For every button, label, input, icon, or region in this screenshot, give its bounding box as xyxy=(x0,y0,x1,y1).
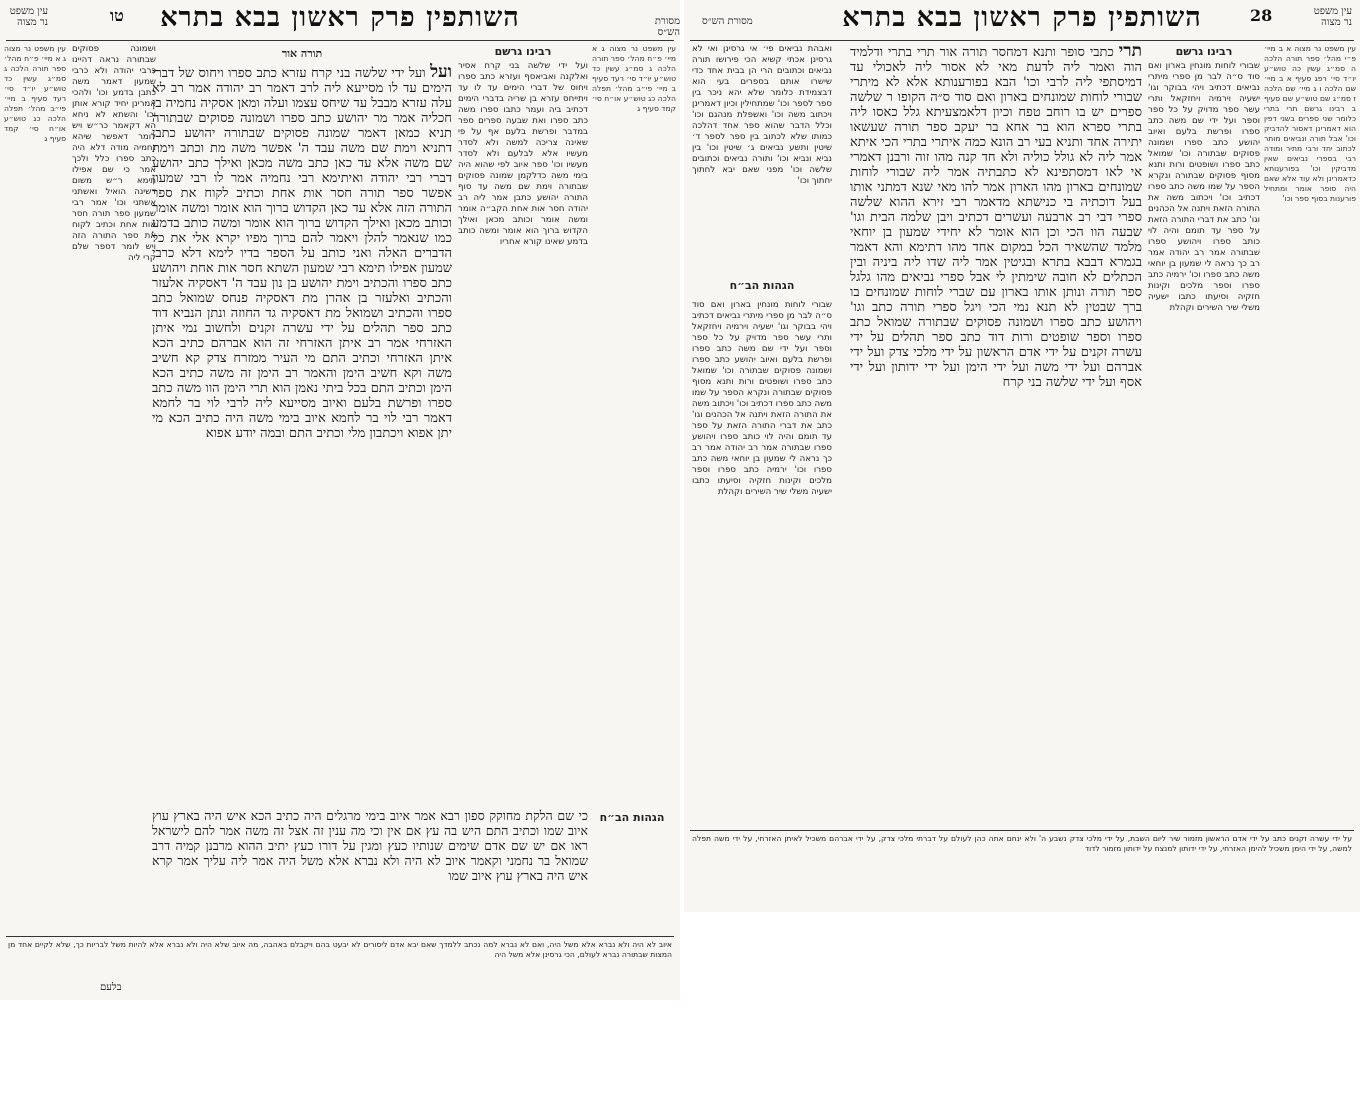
mesoret-label: מסורת הש״ס xyxy=(702,16,753,27)
rashi-inner-column: שבורי לוחות מונחין בארון ואם סוד ס״ה לבר מן ספרי מיתרי נביאים דכתיב ויהי בבוקר וגו' ישעיה וירמיה ויחזקאל ותרי עשר ספר מדויק על כל ספר וספר ועל ידי שם משה כתב ספרו ופרשת בלעם ואיוב יהושע כתב ספרו ושמונה פסוקים שבתורה וכו' שמואל כתב ספרו ושופטים ורות ותנא מסוף פסוקים שבתורה ונקרא הספר על שמו משה כתב ספרו דכתיב וכו' ויכתוב משה את התורה הזאת ויתנה אל הכהנים וגו' כתב את דברי התורה הזאת על ספר עד תומם והיה לוי כותב ספרו ויהושע ספרו שבתורה אמר רב יהודה אמר רב כך נראה לי שמעון בן יוחאי משה כתב ספרו וכו' ירמיה כתב ספרו וספר מלכים וקינות חזקיה וסיעתו כתבו ישעיה משלי שיר השירים וקהלת xyxy=(692,300,832,497)
hagahot-header: הגהות הב״ח xyxy=(729,279,795,292)
tosafot-column: ושמונה פסוקים שבתורה נראה דהיינו כרבי יהודה ולא כרבי שמעון דאמר משה כתבן בדמע וכו' ולהכי אמרינן יחיד קורא אותן וכו' והשתא לא ניחא הא דקאמר כר״ש ויש לומר דאפשר שיהא נחמיה מודה דלא היה כתב ספרו כלל ולכך אמר כי שם אפילו תימא ר״ש משום דשינה הואיל ואשתני אשתני וכו' אמר רבי שמעון ספר תורה חסר אות אחת וכתיב לקוח את ספר התורה הזה ויש לומר דספר שלם קרי ליה xyxy=(72,44,156,263)
page-title: השותפין פרק ראשון בבא בתרא xyxy=(842,2,1202,33)
margin-ein-mishpat: עין משפט נר מצוה ג א מיי׳ פ״ח מהל׳ ספר תורה הלכה ג סמ״ג עשין כד טוש״ע יו״ד סי׳ רעד סעיף ב מיי׳ פי״ב מהל׳ תפלה הלכה כג טוש״ע או״ח סי׳ קמד סעיף ג xyxy=(4,44,66,143)
catchword: בלעם xyxy=(100,982,122,993)
gemara-main-text: תרי כתבי סופר ותנא דמחסר תורה אור תרי בתרי ודלמיד הוה ואמר ליה לדעת מאי לא אסור ליה לאכולי עד דמיסתפי ליה לרבי וכו' הבא בפורענותא אלא לא מיתרי שבורי לוחות שמונחים בארון ואם סוד ס״ה הקופו ר שלשה ספרים יש בו רוחב טפח וכיון דלאמצעיתא גלל כאסו ליה בתרי ספרא הוא בר אחא בר יעקב ספר תורה שעשאו יתירה אחד ותניא בעי רב הונא כמה איתרי בתרי הכי איתא אמר ליה לא גולל כוליה ולא חד קנה מהו זוה ורבנן דאמרי אי לאו דמסתפינא לא כתבתיה אמר ליה שבורי לוחות שמונחים בארון מהו הארון אמר להו מאי שנא דמתני אותו בעל דוכתיה בי כנישתא מדאמר רבי זירא ההוא שלשה ספרי דבי רב ארבעה ועשרים דכתיב ויבן שלמה הבית וגו' שבעה הוו הכי וכן הוא אומר לא יחידי שמעון בן יוחאי מלמד שהשאיר הכל במקום אחד מהו דתימא והא דאמר בגמרא דבבא בתרא ובגיטין אמר ליה שדו ליה ביניה ובין הכתלים לא חובה שימתין לי אבל ספרי נביאים מהו גלגל ספר תורה ונותן אותו בארון עם שברי לוחות שמונחים בו ברך שבטין לא תנא נמי הכי ויגל ספרי תורה כתב וגו' ויהושע כתב ספרו ושמונה פסוקים שבתורה שמואל כתב ספרו וספר שופטים ורות דוד כתב ספר תהלים על ידי עשרה זקנים על ידי אדם הראשון על ידי מלכי צדק ועל ידי אברהם ועל ידי משה ועל ידי הימן ועל ידי ידותון ועל ידי אסף ועל ידי שלשה בני קרח xyxy=(850,44,1142,824)
mesoret-label: מסורת הש״ס xyxy=(654,16,680,38)
torah-or-label: תורה אור xyxy=(281,47,323,60)
bottom-notes: על ידי עשרה זקנים כתב על ידי אדם הראשון מזמור שיר ליום השבת, על ידי מלכי צדק נשבע ה' ולא ינחם אתה כהן לעולם על דברתי מלכי צדק, על ידי אברהם משכיל לאיתן האזרחי, על ידי משה תפלה למשה, על ידי הימן משכיל להימן האזרחי, על ידי ידותון למנצח על ידותון מזמור לדוד xyxy=(692,834,1352,853)
rabbenu-gershom-column: רבינו גרשם ועל ידי שלשה בני קרח אסיר ואלקנה ואביאסף ועזרא כתב ספרו ויחוס של דברי הימים עד לו עד ויתייחס עזרא בן שריה בדברי הימים דכתיב ביה ועמר כתבו ספרו משה כתב ספרו ואת שבעה ספרים ספר במדבר ופרשת בלעם אף על פי שאינה צריכה למשה ולא לסדר מעשיו אלא לבלעם ולא לסדר מעשיו וכו' ספר איוב לפי שהוא היה בימי משה כדלקמן שמונה פסוקים שבתורה וימת שם משה עד סוף התורה יהושע כתבן אמר ליה רב יהודה חסר אות אחת הקב״ה אומר ומשה אומר וכותב מכאן ואילך הקדוש ברוך הוא אומר ומשה כותב בדמע שאינו קורא אחריו xyxy=(458,45,588,247)
rabbenu-gershom-column: רבינו גרשם שבורי לוחות מונחין בארון ואם סוד ס״ה לבר מן ספרי מיתרי נביאים דכתיב ויהי בבוקר וגו' ישעיה וירמיה ויחזקאל ותרי עשר ספר מדויק על כל ספר וספר ועל ידי שם משה כתב ספרו ופרשת בלעם ואיוב יהושע כתב ספרו ושמונה פסוקים שבתורה וכו' שמואל כתב ספרו ושופטים ורות ותנא מסוף פסוקים שבתורה ונקרא הספר על שמו משה כתב ספרו דכתיב וכו' ויכתוב משה את התורה הזאת ויתנה אל הכהנים וגו' כתב את דברי התורה הזאת על ספר עד תומם והיה לוי כותב ספרו ויהושע ספרו שבתורה אמר רב יהודה אמר רב כך נראה לי שמעון בן יוחאי משה כתב ספרו וכו' ירמיה כתב ספרו וספר מלכים וקינות חזקיה וסיעתו כתבו ישעיה משלי שיר השירים וקהלת xyxy=(1148,45,1260,313)
margin-mesoret: עין משפט נר מצוה ג א מיי׳ פ״ח מהל׳ ספר תורה הלכה ג סמ״ג עשין כד טוש״ע יו״ד סי׳ רעד סעיף ב מיי׳ פי״ב מהל׳ תפלה הלכה כג טוש״ע או״ח סי׳ קמד סעיף ג xyxy=(592,44,676,113)
ein-mishpat-label: עין משפט נר מצוה xyxy=(9,6,48,28)
bottom-notes: איוב לא היה ולא נברא אלא משל היה, ואם לא נברא למה נכתב ללמדך שאם יבא אדם ליסורים לא יבעט בהם ויקבלם באהבה, מה איוב שלא היה ולא נברא אלא להיות משל לבריות כך, שלא לקיים אחד מן המצות שבתורה נברא לעולם, הכי גרסינן אלא משל היה xyxy=(8,940,672,959)
right-page-header xyxy=(684,2,1360,38)
hagahot-header: הגהות הב״ח xyxy=(599,811,665,824)
page-number: טו xyxy=(110,6,124,25)
right-page xyxy=(684,0,1360,912)
gemara-main-text: תורה אור ועל ועל ידי שלשה בני קרח עזרא כתב ספרו ויחוס של דברי הימים עד לו מסייעא ליה לרב דאמר רב יהודה אמר רב לא עלה עזרא מבבל עד שיחס עצמו ועלה ומאן אסקיה נחמיה בן חכליה אמר מר יהושע כתב ספרו ושמונה פסוקים שבתורה תניא כמאן דאמר שמונה פסוקים שבתורה יהושע כתבן דתניא וימת שם משה עבד ה' אפשר משה מת וכתב וימת שם משה אלא עד כאן כתב משה מכאן ואילך כתב יהושע דברי רבי יהודה ואיתימא רבי נחמיה אמר לו רבי שמעון אפשר ספר תורה חסר אות אחת וכתיב לקוח את ספר התורה הזה אלא עד כאן הקדוש ברוך הוא אומר ומשה אומר וכותב מכאן ואילך הקדוש ברוך הוא אומר ומשה כותב בדמע כמו שנאמר להלן ויאמר להם ברוך מפיו יקרא אלי את כל הדברים האלה ואני כותב על הספר בדיו לימא דלא כרבי שמעון אפילו תימא רבי שמעון השתא חסר אות אחת ויהושע כתב ספרו והכתיב וימת יהושע בן נון עבד ה' דאסקיה אלעזר והכתיב ואלעזר בן אהרן מת דאסקיה פנחס שמואל כתב ספרו והכתיב ושמואל מת דאסקיה גד החוזה ונתן הנביא דוד כתב ספר תהלים על ידי עשרה זקנים ולחשוב נמי איתן האזרחי אמר רב איתן האזרחי זה הוא אברהם כתיב הכא איתן האזרחי וכתיב התם מי העיר ממזרח צדק קא חשיב משה וקא חשיב הימן והאמר רב הימן זה משה כתיב הכא הימן וכתיב התם בכל ביתי נאמן הוא תרי הימן הוו משה כתב ספרו ופרשת בלעם ואיוב מסייעא ליה לרבי לוי בר לחמא דאמר רבי לוי בר לחמא איוב בימי משה היה כתיב הכא מי יתן אפוא ויכתבון מלי וכתיב התם ובמה יודע אפוא xyxy=(152,47,452,441)
ein-mishpat-label: עין משפט נר מצוה xyxy=(1313,6,1352,28)
page-title: השותפין פרק ראשון בבא בתרא xyxy=(160,2,520,33)
tosafot-column: ואבהת נביאים פי׳ אי גרסינן ואי לא גרסינן אכתי קשיא הכי פירושו תורה נביאים וכתובים הרי הן בבית אחד כדי שישרו אותם בספרים בעי הוא דבצמידת כלומר שלא יהא ניכר בין ספר לספר וכו' שמתחילין וכיון דאמרינן ויכתוב משה וכו' ואשפלת מנהגם וכו' וכלל הדבר שהוא ספר אחד דהלכה כמותו שלא לכתוב בין ספר לספר ד׳ שיטין ותשע נביאים ג׳ שיטין וכו' בין נביא ונביא וכו' ותורה נביאים וכתובים שלשה וכו' מפני שאם יבא לחתוך יחתוך וכו' xyxy=(692,44,832,186)
opening-word: ועל xyxy=(430,62,452,82)
left-page xyxy=(0,0,680,1000)
left-page-header xyxy=(0,2,680,38)
page-number: 28 xyxy=(1250,6,1273,25)
margin-ein-mishpat: עין משפט נר מצוה א ב מיי׳ פ״י מהל׳ ספר תורה הלכה ה סמ״ג עשין כה טוש״ע יו״ד סי׳ רפג סעיף א ב מיי׳ שם הלכה ו ג מיי׳ שם הלכה ז סמ״ג שם טוש״ע שם סעיף ב רבינו גרשם תרי בתרי כלומר שני ספרים בשני דפין הוא דאמרינן דאסור להדביק וכו' אבל תורה ונביאים מותר לכתוב יחד ורבי מתיר ומודה רבי בספרי נביאים שאין מדביקין וכו' בפורענותא כדאמרינן ולא עוד אלא שאם היה סופר אומר ומתחיל פורענות בסוף ספר וכו' xyxy=(1264,44,1356,203)
gemara-continuation: כי שם הלקת מחוקק ספון רבא אמר איוב בימי מרגלים היה כתיב הכא איש היה בארץ עוץ איוב שמו וכתיב התם היש בה עץ אם אין וכי מה ענין זה אצל זה משה אמר להם לישראל ראו אם יש שם אדם שימים שנותיו כעץ ומגין על דורו כעץ יתיב ההוא מרבנן קמיה דרב שמואל בר נחמני וקאמר איוב לא היה ולא נברא אלא משל היה אמר ליה עליך אמר קרא איש היה בארץ עוץ איוב שמו xyxy=(152,808,588,883)
opening-word: תרי xyxy=(1118,44,1142,61)
